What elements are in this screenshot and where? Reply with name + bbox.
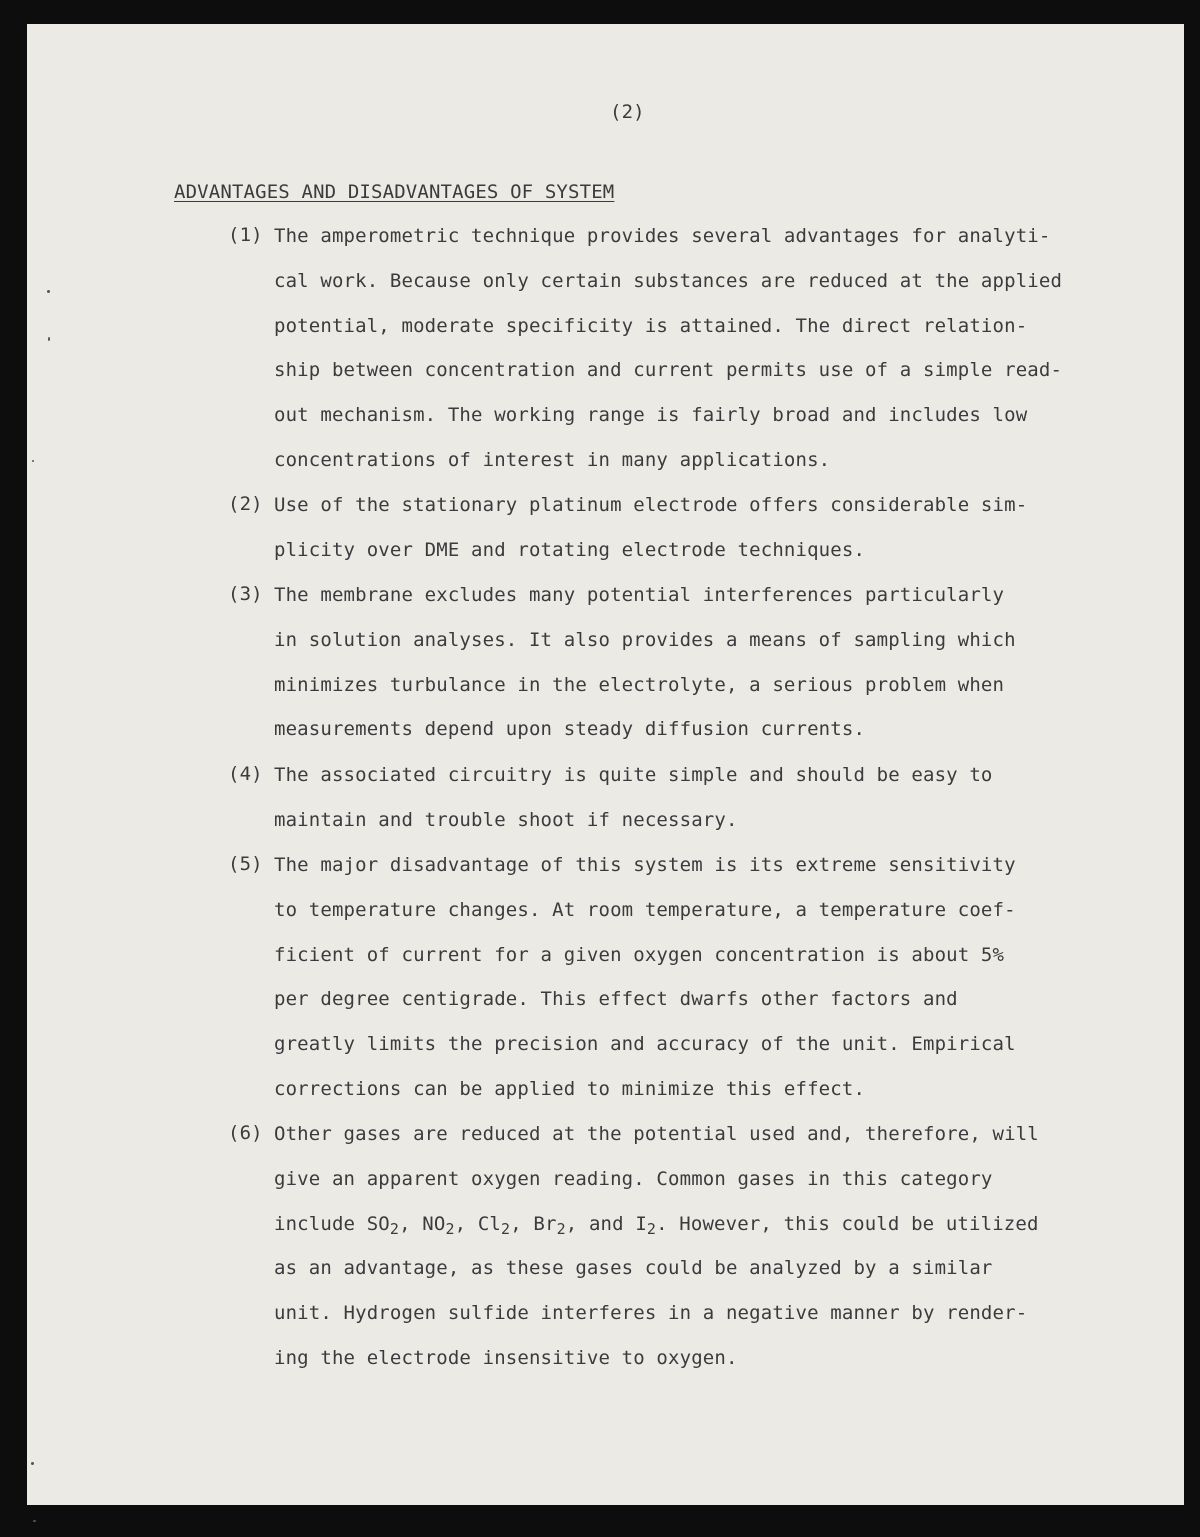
item-text [274, 224, 1062, 493]
gas-formula [533, 1212, 566, 1238]
text-line: plicity over DME and rotating electrode techniques. [274, 538, 866, 561]
item-text [274, 853, 1016, 1122]
gas-formula [477, 1212, 511, 1238]
item-number: (6) [228, 1122, 263, 1144]
item-number: (2) [228, 493, 263, 515]
gas-symbol: I [635, 1212, 647, 1235]
text-line: to temperature changes. At room temperature, a temperature coef- [274, 898, 1016, 921]
gas-formula [422, 1212, 455, 1238]
gas-symbol: Br [533, 1212, 557, 1235]
text-line: The major disadvantage of this system is its extreme sensitivity [274, 854, 1016, 876]
text-line: ship between concentration and current permits use of a simple read- [274, 359, 1063, 382]
page-number: (2) [610, 101, 645, 123]
text-line: in solution analyses. It also provides a means of sampling which [274, 628, 1016, 651]
text-line: corrections can be applied to minimize this effect. [274, 1077, 866, 1100]
text-line: per degree centigrade. This effect dwarfs other factors and [274, 988, 958, 1011]
text-line: ing the electrode insensitive to oxygen. [274, 1346, 738, 1369]
text-line: Use of the stationary platinum electrode offers considerable sim- [274, 494, 1028, 516]
section-heading: ADVANTAGES AND DISADVANTAGES OF SYSTEM [174, 181, 615, 203]
gas-subscript: 2 [445, 1219, 455, 1238]
gas-subscript: 2 [556, 1219, 566, 1238]
text-line: cal work. Because only certain substances are reduced at the applied [274, 269, 1063, 292]
item-number: (4) [228, 763, 263, 785]
gases-line-prefix: include [274, 1212, 367, 1235]
item-text [274, 763, 993, 853]
text-line: maintain and trouble shoot if necessary. [274, 808, 738, 831]
gas-symbol: SO [366, 1212, 390, 1235]
text-line: unit. Hydrogen sulfide interferes in a negative manner by render- [274, 1302, 1028, 1325]
gas-symbol: Cl [477, 1212, 502, 1235]
text-line: greatly limits the precision and accuracy of the unit. Empirical [274, 1033, 1016, 1056]
gas-subscript: 2 [389, 1219, 400, 1238]
document-page [27, 24, 1184, 1505]
item-text [274, 583, 1016, 762]
text-line: The amperometric technique provides several advantages for analyti- [274, 225, 1051, 247]
gas-subscript: 2 [501, 1219, 511, 1238]
item-number: (1) [228, 224, 263, 246]
text-line: concentrations of interest in many applications. [274, 448, 831, 471]
text-line: Other gases are reduced at the potential used and, therefore, will [274, 1123, 1039, 1145]
text-line: ficient of current for a given oxygen concentration is about 5% [274, 943, 1005, 966]
gas-formula [635, 1212, 657, 1238]
text-line: as an advantage, as these gases could be analyzed by a similar [274, 1257, 993, 1280]
text-line: give an apparent oxygen reading. Common gases in this category [274, 1167, 993, 1190]
text-line: minimizes turbulance in the electrolyte, a serious problem when [274, 673, 1005, 696]
item-number: (3) [228, 583, 263, 605]
gas-subscript: 2 [646, 1219, 657, 1238]
text-line: measurements depend upon steady diffusion currents. [274, 718, 866, 741]
gas-separator: , and [565, 1212, 636, 1235]
gas-formula [366, 1212, 400, 1238]
text-line: potential, moderate specificity is attained. The direct relation- [274, 314, 1028, 337]
item-number: (5) [228, 853, 263, 875]
gas-separator: , [510, 1212, 534, 1235]
gases-line-suffix: . However, this could be utilized [656, 1212, 1039, 1235]
gas-separator: , [399, 1212, 423, 1235]
gas-symbol: NO [422, 1212, 446, 1235]
gases-line [274, 1212, 1039, 1257]
text-line: The membrane excludes many potential interferences particularly [274, 584, 1005, 606]
item-text [274, 493, 1027, 583]
gas-separator: , [454, 1212, 478, 1235]
text-line: The associated circuitry is quite simple and should be easy to [274, 764, 993, 786]
item-text [274, 1122, 1039, 1391]
text-line: out mechanism. The working range is fairly broad and includes low [274, 404, 1028, 427]
